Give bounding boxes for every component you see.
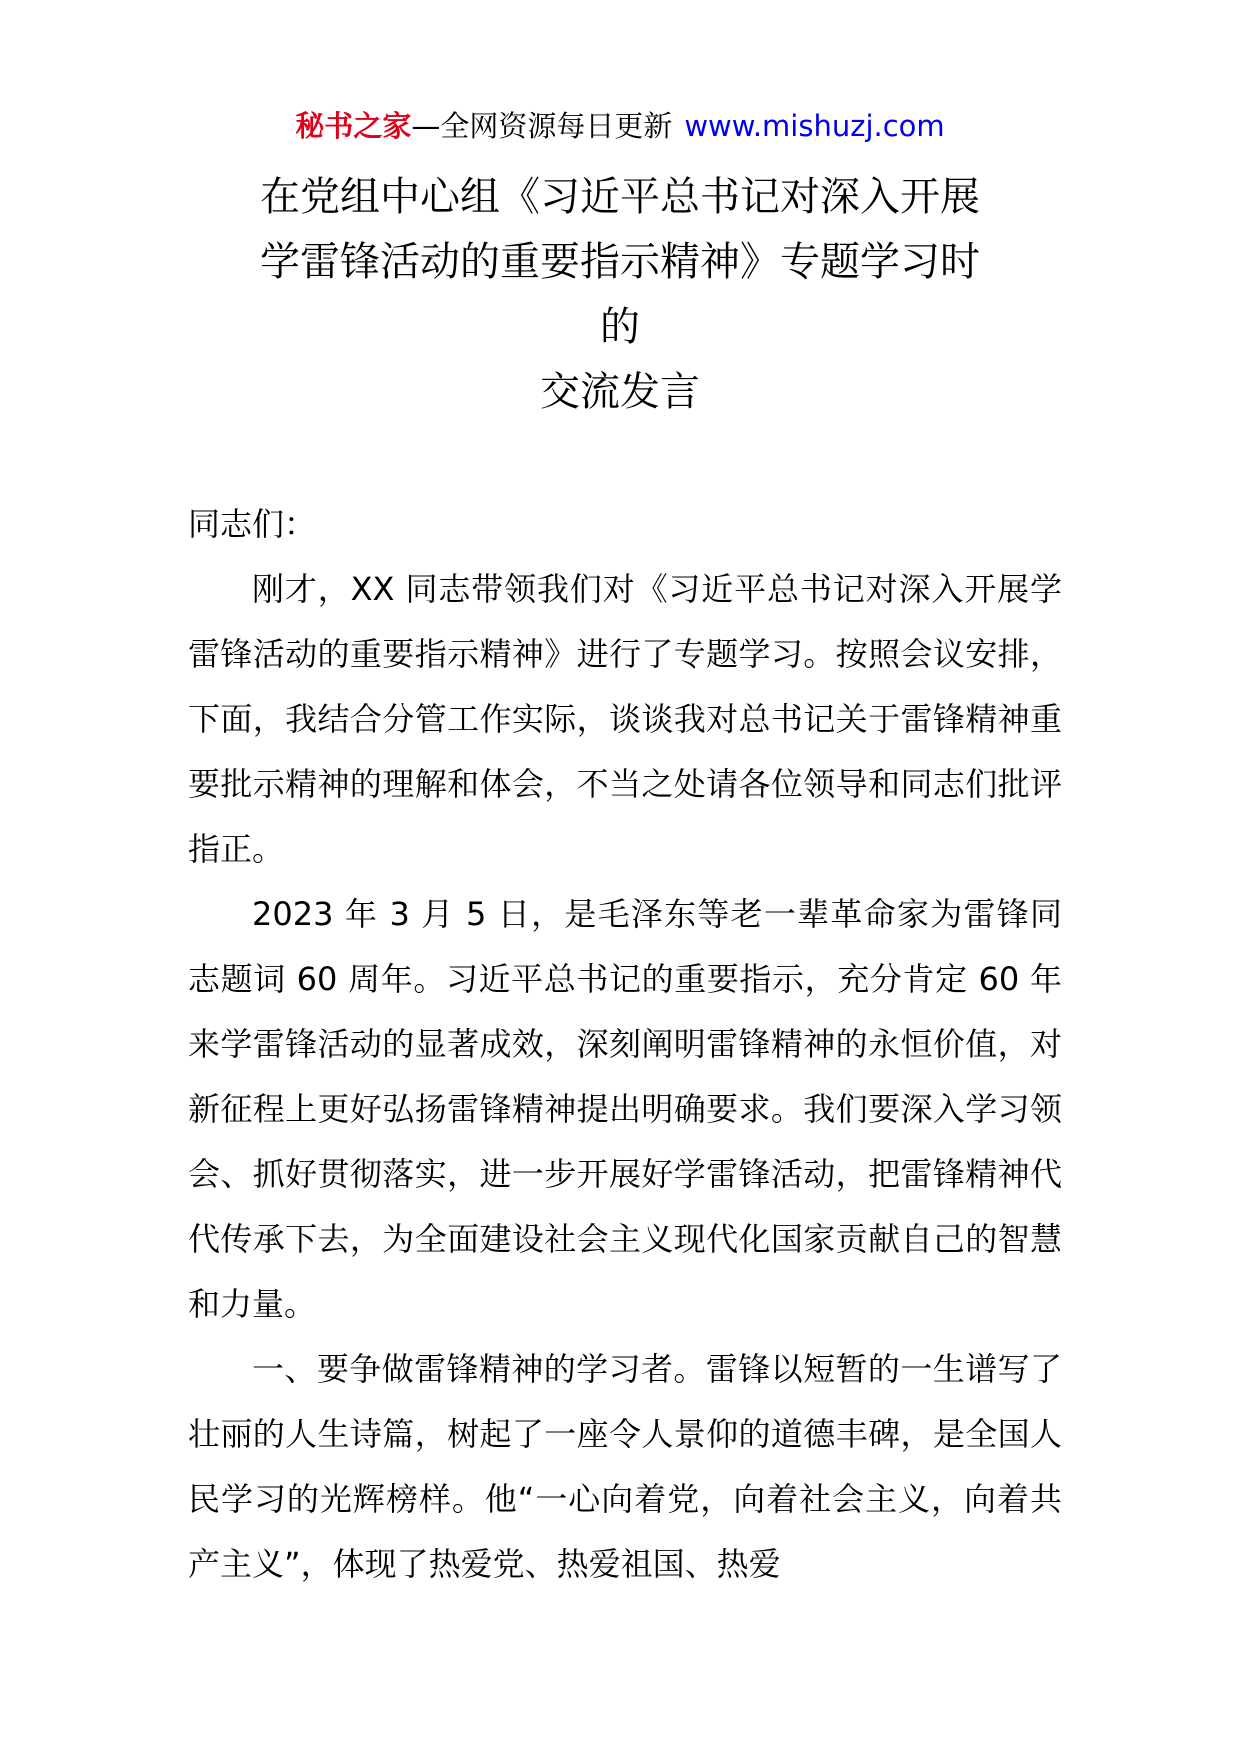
document-title	[140, 165, 1100, 425]
site-header	[0, 106, 1240, 146]
paragraph-anniversary: 2023 年 3 月 5 日，是毛泽东等老一辈革命家为雷锋同志题词 60 周年。习近平总书记的重要指示，充分肯定 60 年来学雷锋活动的显著成效，深刻阐明雷锋精神的永恒价值，对新征程上更好弘扬雷锋精神提出明确要求。我们要深入学习领会、抓好贯彻落实，进一步开展好学雷锋活动，把雷锋精神代代传承下去，为全面建设社会主义现代化国家贡献自己的智慧和力量。	[188, 895, 1062, 1323]
title-line-4: 交流发言	[540, 369, 700, 415]
site-tagline: —全网资源每日更新	[411, 109, 673, 143]
paragraph-intro: 刚才，XX 同志带领我们对《习近平总书记对深入开展学雷锋活动的重要指示精神》进行了专题学习。按照会议安排，下面，我结合分管工作实际，谈谈我对总书记关于雷锋精神重要批示精神的理解和体会，不当之处请各位领导和同志们批评指正。	[188, 570, 1062, 868]
paragraph-point-one: 一、要争做雷锋精神的学习者。雷锋以短暂的一生谱写了壮丽的人生诗篇，树起了一座令人景仰的道德丰碑，是全国人民学习的光辉榜样。他“一心向着党，向着社会主义，向着共产主义”，体现了热爱党、热爱祖国、热爱	[188, 1350, 1062, 1583]
title-line-3: 的	[600, 304, 640, 350]
title-line-2: 学雷锋活动的重要指示精神》专题学习时	[260, 239, 980, 285]
title-line-1: 在党组中心组《习近平总书记对深入开展	[260, 174, 980, 220]
site-brand: 秘书之家	[295, 109, 412, 143]
site-url-link[interactable]: www.mishuzj.com	[684, 109, 945, 143]
document-body	[188, 492, 1062, 1597]
salutation: 同志们：	[188, 505, 317, 543]
